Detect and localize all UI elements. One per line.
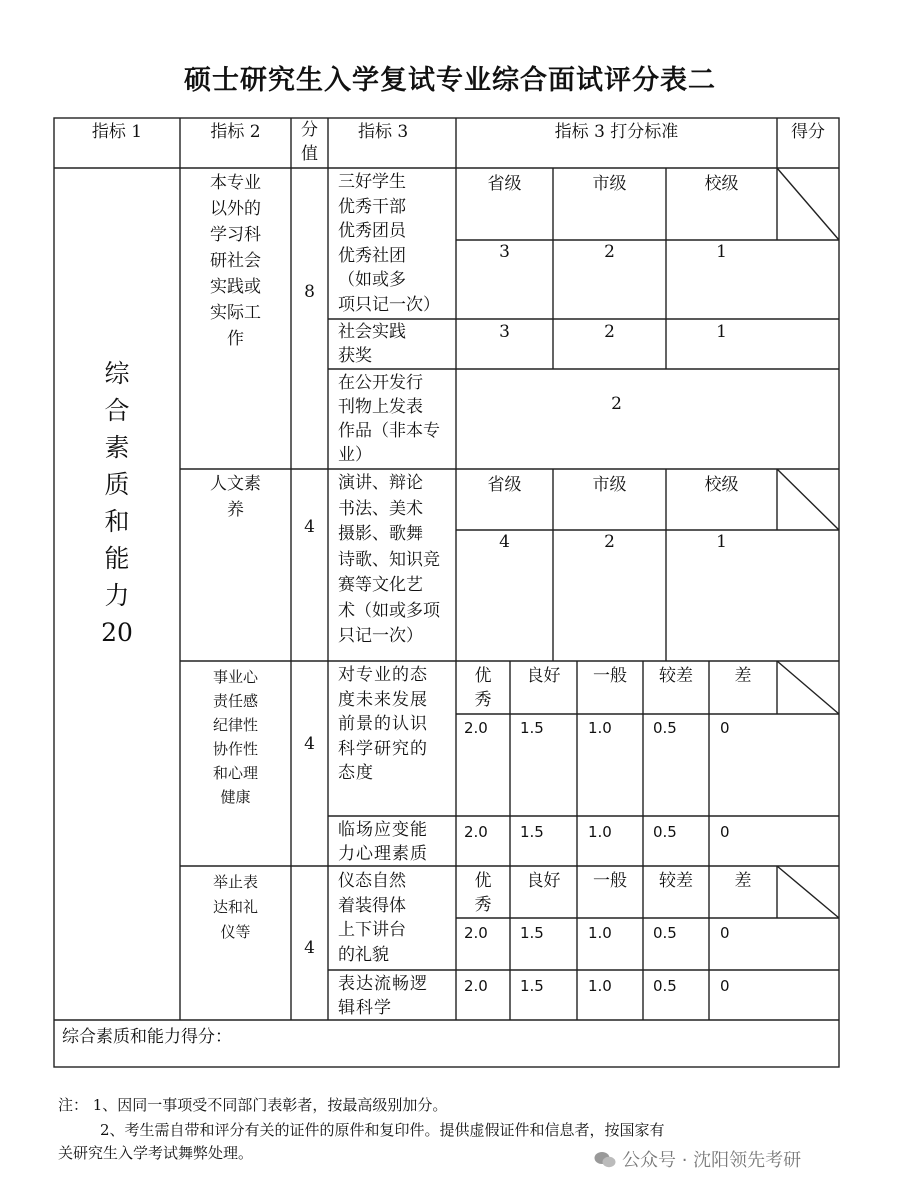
sec1-level-province: 省级: [487, 174, 522, 194]
sec2-province-value: 4: [499, 532, 510, 552]
sec4-grade-average: 一般: [593, 871, 627, 891]
sec4-grade-bad: 差: [734, 871, 752, 891]
sec4-r2-v3: 1.0: [588, 977, 612, 995]
indicator-1-label: 综 合 素 质 和 能 力 20: [101, 359, 133, 647]
sec3-score: 4: [304, 734, 315, 754]
sec1-r2-school: 1: [716, 322, 727, 342]
sec1-r3-value: 2: [611, 394, 622, 414]
sec4-item-1: 仪态自然 着装得体 上下讲台 的礼貌: [338, 871, 406, 965]
sec4-r1-v5: 0: [720, 924, 730, 942]
sec4-r2-v1: 2.0: [464, 977, 488, 995]
page-title: 硕士研究生入学复试专业综合面试评分表二: [184, 65, 716, 96]
sec3-item-1: 对专业的态 度未来发展 前景的认识 科学研究的 态度: [338, 665, 428, 783]
sec3-r1-v2: 1.5: [520, 719, 544, 737]
sec1-level-city: 市级: [592, 174, 627, 194]
header-score: 分 值: [301, 120, 318, 164]
sec1-item-1: 三好学生 优秀干部 优秀团员 优秀社团 （如或多 项只记一次）: [338, 172, 440, 315]
sec4-r2-v5: 0: [720, 977, 730, 995]
sec3-grade-good: 良好: [526, 666, 561, 686]
sec3-item-2: 临场应变能 力心理素质: [338, 820, 428, 864]
note-3: 关研究生入学考试舞弊处理。: [58, 1144, 254, 1162]
total-score-label: 综合素质和能力得分：: [62, 1027, 232, 1047]
sec4-score: 4: [304, 938, 315, 958]
sec1-level-school: 校级: [704, 174, 739, 194]
sec2-school-value: 1: [716, 532, 727, 552]
sec4-grade-excellent: 优 秀: [474, 871, 492, 915]
watermark: [594, 1146, 801, 1172]
sec4-r2-v2: 1.5: [520, 977, 544, 995]
sec1-score: 8: [304, 282, 315, 302]
sec1-indicator-2: 本专业 以外的 学习科 研社会 实践或 实际工 作: [210, 173, 261, 349]
sec4-r1-v2: 1.5: [520, 924, 544, 942]
sec4-grade-poor: 较差: [659, 871, 693, 891]
wechat-icon: [594, 1151, 616, 1169]
sec1-item-3: 在公开发行 刊物上发表 作品（非本专 业）: [338, 373, 440, 465]
header-result: 得分: [791, 122, 825, 142]
watermark-text: 公众号 · 沈阳领先考研: [622, 1150, 802, 1171]
sec4-grade-good: 良好: [526, 871, 561, 891]
sec3-r1-v1: 2.0: [464, 719, 488, 737]
sec3-r2-v1: 2.0: [464, 823, 488, 841]
sec1-r1-city: 2: [604, 242, 615, 262]
sec3-indicator-2: 事业心 责任感 纪律性 协作性 和心理 健康: [212, 668, 258, 806]
header-indicator-3: 指标 3: [358, 122, 409, 142]
sec4-indicator-2: 举止表 达和礼 仪等: [212, 873, 258, 941]
sec4-r1-v4: 0.5: [653, 924, 677, 942]
sec3-r2-v5: 0: [720, 823, 730, 841]
sec1-r2-province: 3: [499, 322, 510, 342]
sec2-level-city: 市级: [592, 475, 627, 495]
sec1-r2-city: 2: [604, 322, 615, 342]
sec1-r1-school: 1: [716, 242, 727, 262]
sec4-item-2: 表达流畅逻 辑科学: [338, 974, 428, 1018]
sec2-item-1: 演讲、辩论 书法、美术 摄影、歌舞 诗歌、知识竞 赛等文化艺 术（如或多项 只记一次）: [338, 473, 440, 646]
header-criteria: 指标 3 打分标准: [554, 122, 679, 142]
sec3-r1-v4: 0.5: [653, 719, 677, 737]
sec4-r1-v1: 2.0: [464, 924, 488, 942]
header-indicator-1: 指标 1: [91, 122, 143, 142]
sec1-r1-province: 3: [499, 242, 510, 262]
sec3-grade-poor: 较差: [659, 666, 693, 686]
sec2-level-province: 省级: [487, 475, 522, 495]
sec3-r2-v2: 1.5: [520, 823, 544, 841]
sec3-r2-v4: 0.5: [653, 823, 677, 841]
sec3-r1-v3: 1.0: [588, 719, 612, 737]
note-1: 注： 1、因同一事项受不同部门表彰者，按最高级别加分。: [58, 1096, 448, 1114]
sec2-level-school: 校级: [704, 475, 739, 495]
sec4-r2-v4: 0.5: [653, 977, 677, 995]
sec2-city-value: 2: [604, 532, 615, 552]
header-indicator-2: 指标 2: [210, 122, 261, 142]
note-2: 2、考生需自带和评分有关的证件的原件和复印件。提供虚假证件和信息者，按国家有: [100, 1121, 665, 1139]
sec3-grade-average: 一般: [593, 666, 627, 686]
sec3-r1-v5: 0: [720, 719, 730, 737]
sec3-r2-v3: 1.0: [588, 823, 612, 841]
sec2-indicator-2: 人文素 养: [210, 474, 261, 520]
sec3-grade-excellent: 优 秀: [474, 666, 492, 710]
sec4-r1-v3: 1.0: [588, 924, 612, 942]
sec2-score: 4: [304, 517, 315, 537]
sec3-grade-bad: 差: [734, 666, 752, 686]
sec1-item-2: 社会实践 获奖: [338, 322, 406, 366]
